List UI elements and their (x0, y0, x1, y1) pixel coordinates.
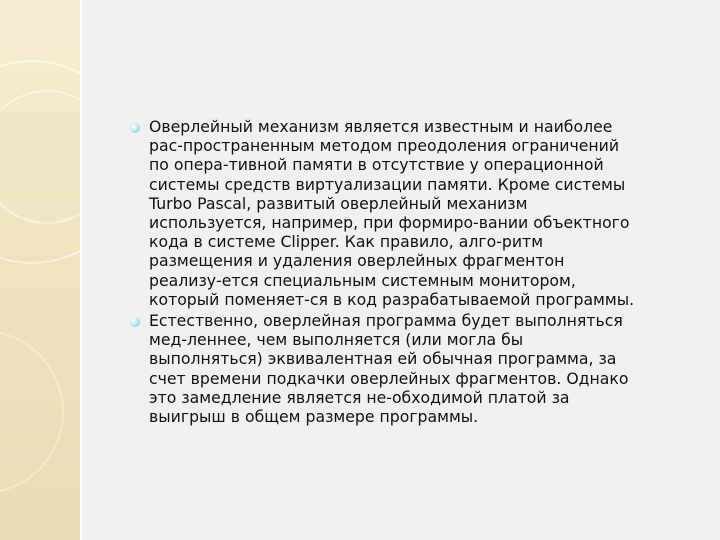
text-line: кода в системе Clipper. Как правило, алго-ритм (149, 232, 544, 252)
text-line: мед-леннее, чем выполняется (или могла бы (149, 330, 524, 350)
text-line: используется, например, при формиро-вании объектного (149, 213, 630, 233)
text-line: рас-пространенным методом преодоления ограничений (149, 136, 620, 156)
text-line: Turbo Pascal, развитый оверлейный механизм (149, 193, 528, 213)
decorative-ring (0, 90, 80, 224)
text-line: это замедление является не-обходимой платой за (149, 387, 570, 407)
bullet-text (149, 311, 710, 426)
bullet-item-2 (130, 311, 710, 426)
text-line: Оверлейный механизм является известным и наиболее (149, 117, 613, 136)
bullet-marker-icon (130, 123, 140, 133)
text-line: реализу-ется специальным системным монитором, (149, 270, 576, 290)
bullet-marker-icon (130, 317, 140, 327)
decorative-ring (0, 330, 64, 494)
text-line: системы средств виртуализации памяти. Кроме системы (149, 174, 626, 194)
bullet-list (130, 117, 710, 428)
text-line: который поменяет-ся в код разрабатываемой программы. (149, 289, 635, 309)
text-line: Естественно, оверлейная программа будет выполняться (149, 311, 623, 331)
text-line: размещения и удаления оверлейных фрагментон (149, 251, 565, 271)
decorative-side-panel (0, 0, 80, 540)
bullet-text (149, 117, 710, 309)
text-line: выигрыш в общем размере программы. (149, 407, 479, 427)
text-line: выполняться) эквивалентная ей обычная программа, за (149, 349, 617, 369)
text-line: счет времени подкачки оверлейных фрагментов. Однако (149, 368, 629, 388)
bullet-item-1 (130, 117, 710, 309)
text-line: по опера-тивной памяти в отсутствие у операционной (149, 155, 604, 175)
